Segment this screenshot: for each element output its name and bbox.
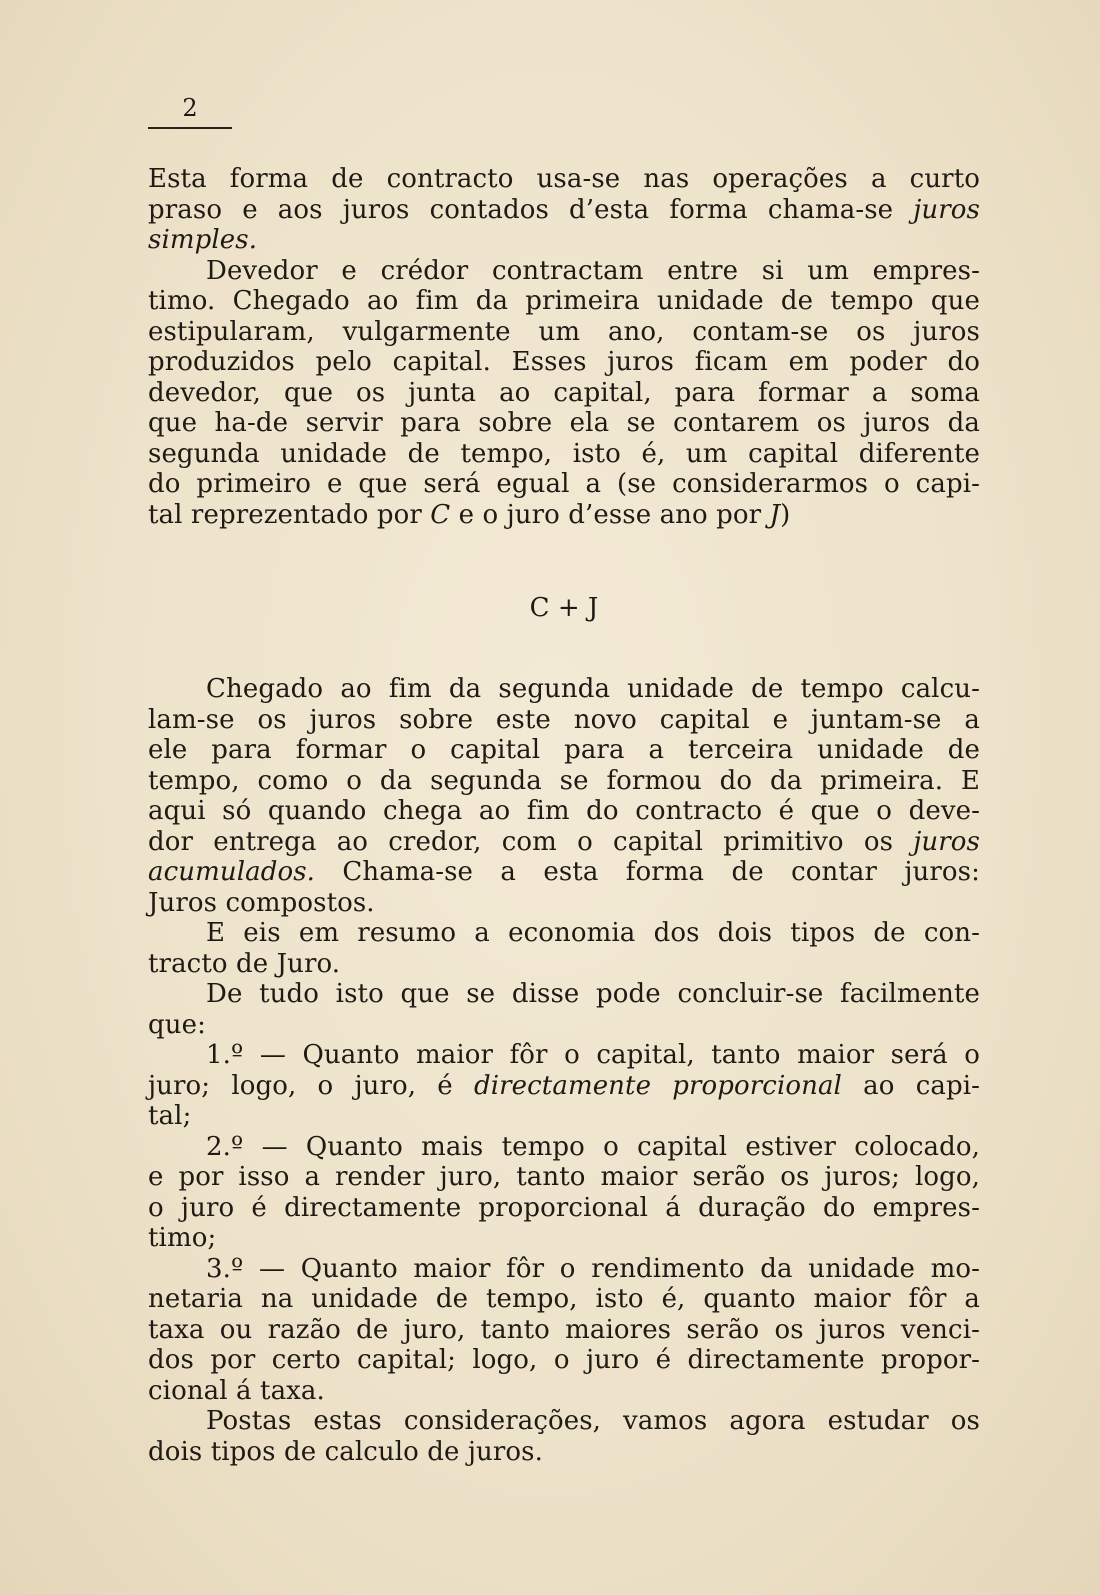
text-line: lam-se os juros sobre este novo capital e juntam-se a xyxy=(148,704,980,735)
text-segment: Chama-se a esta forma de contar juros: xyxy=(342,857,980,887)
italic-term: directamente proporcional xyxy=(473,1070,842,1101)
text-line: dois tipos de calculo de juros. xyxy=(148,1436,543,1467)
text-line xyxy=(148,1071,980,1102)
text-line: E eis em resumo a economia dos dois tipos de con- xyxy=(206,918,980,948)
list-item-2: 2.º — Quanto mais tempo o capital estiver colocado, xyxy=(206,1131,980,1162)
text-line xyxy=(148,225,980,256)
text-line: produzidos pelo capital. Esses juros ficam em poder do xyxy=(148,347,980,377)
text-line: De tudo isto que se disse pode concluir-se facilmente xyxy=(206,979,980,1009)
text-line: estipularam, vulgarmente um ano, contam-se os juros xyxy=(148,316,980,347)
italic-symbol-j: J xyxy=(769,499,781,530)
text-line: Chegado ao fim da segunda unidade de tempo calcu- xyxy=(206,674,980,704)
text-line: dos por certo capital; logo, o juro é directamente propor- xyxy=(148,1345,980,1375)
text-line: Esta forma de contracto usa-se nas operações a curto xyxy=(148,164,980,194)
italic-symbol-c: C xyxy=(430,499,451,530)
text-line: segunda unidade de tempo, isto é, um capital diferente xyxy=(148,438,980,469)
text-line: Postas estas considerações, vamos agora estudar os xyxy=(206,1406,980,1436)
text-line xyxy=(148,195,980,226)
text-line: cional á taxa. xyxy=(148,1375,325,1406)
italic-term: acumulados. xyxy=(148,857,316,887)
text-segment: juro; logo, o juro, é xyxy=(148,1070,453,1101)
italic-term: simples. xyxy=(148,225,258,255)
text-line: do primeiro e que será egual a (se considerarmos o capi- xyxy=(148,469,980,499)
text-line: que: xyxy=(148,1009,206,1040)
text-line: ele para formar o capital para a terceira unidade de xyxy=(148,735,980,765)
text-segment: dor entrega ao credor, com o capital primitivo os xyxy=(148,826,894,857)
list-item-1: 1.º — Quanto maior fôr o capital, tanto maior será o xyxy=(206,1040,980,1070)
text-segment: tal reprezentado por xyxy=(148,499,422,530)
text-line: timo; xyxy=(148,1223,217,1253)
text-segment: ao capi- xyxy=(863,1070,981,1101)
text-line: devedor, que os junta ao capital, para formar a soma xyxy=(148,377,980,408)
page-number: 2 xyxy=(182,94,198,122)
italic-term: juros xyxy=(913,826,980,857)
italic-term: juros xyxy=(913,194,980,225)
text-line: Juros compostos. xyxy=(148,887,375,918)
text-segment: e o juro d’esse ano por xyxy=(458,499,762,530)
text-block-lower xyxy=(148,674,980,1467)
text-line: o juro é directamente proporcional á duração do empres- xyxy=(148,1192,980,1223)
text-line: que ha-de servir para sobre ela se contarem os juros da xyxy=(148,408,980,438)
formula: C + J xyxy=(529,593,599,623)
text-line xyxy=(148,500,980,531)
text-line: Devedor e crédor contractam entre si um empres- xyxy=(206,255,980,286)
text-line: tal; xyxy=(148,1101,192,1131)
text-line: tempo, como o da segunda se formou do da primeira. E xyxy=(148,765,980,796)
text-line: timo. Chegado ao fim da primeira unidade de tempo que xyxy=(148,286,980,316)
text-line xyxy=(148,857,980,888)
text-line xyxy=(148,827,980,858)
text-segment: praso e aos juros contados d’esta forma chama-se xyxy=(148,194,894,225)
text-segment: ) xyxy=(780,499,791,530)
text-line: netaria na unidade de tempo, isto é, quanto maior fôr a xyxy=(148,1284,980,1314)
text-line: aqui só quando chega ao fim do contracto é que o deve- xyxy=(148,796,980,826)
text-block-upper xyxy=(148,164,980,530)
text-line: e por isso a render juro, tanto maior serão os juros; logo, xyxy=(148,1162,980,1192)
text-line: tracto de Juro. xyxy=(148,948,341,979)
list-item-3: 3.º — Quanto maior fôr o rendimento da unidade mo- xyxy=(206,1253,980,1284)
text-line: taxa ou razão de juro, tanto maiores serão os juros venci- xyxy=(148,1314,980,1345)
header-rule xyxy=(148,127,232,129)
